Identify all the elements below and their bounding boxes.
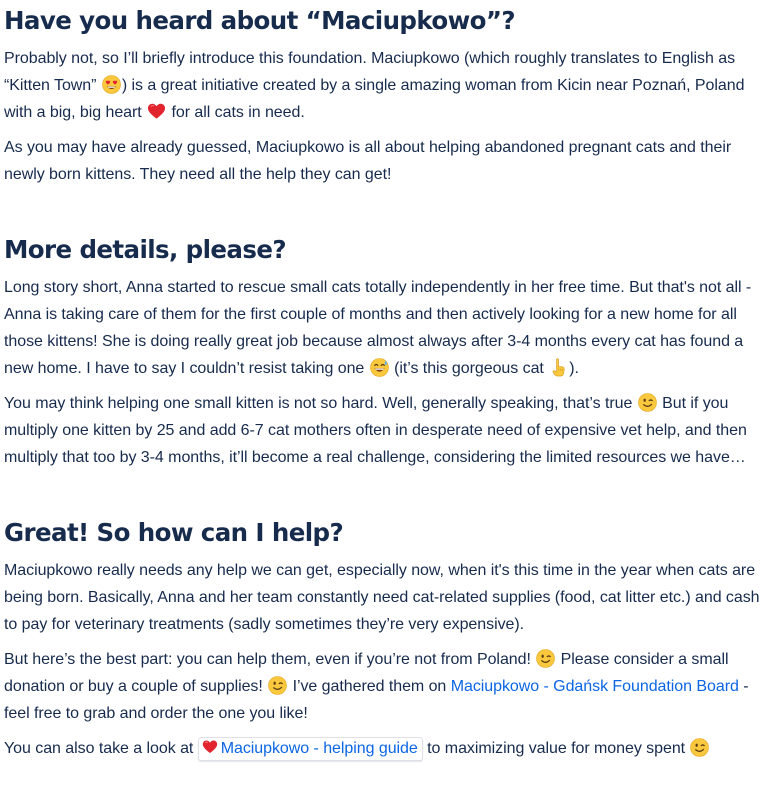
pointing-up-icon	[549, 358, 568, 377]
helping-guide-link-label: Maciupkowo - helping guide	[220, 740, 418, 757]
article	[0, 5, 769, 762]
paragraph-story: Long story short, Anna started to rescue small cats totally independently in her free time. But that's not all - Anna is taking care of them for the first couple of months and then actively looking for a new home for all those kittens! She is doing really great job because almost always after 3-4 months every cat has found a new home. I have to say I couldn’t resist taking one (it’s this gorgeous cat ).	[4, 279, 752, 377]
winking-face-icon	[638, 393, 657, 412]
winking-face-icon	[536, 649, 555, 668]
heart-eyes-icon	[102, 75, 121, 94]
paragraph-best-part: But here’s the best part: you can help them, even if you’re not from Poland! Please consider a small donation or buy a couple of supplies! I’ve gathered them on Maciupkowo - Gdańsk Foundation Board - feel free to grab and order the one you like!	[4, 651, 749, 722]
paragraph-needs: Maciupkowo really needs any help we can get, especially now, when it's this time in the year when cats are being born. Basically, Anna and her team constantly need cat-related supplies (food, cat litter etc.) and cash to pay for veterinary treatments (sadly sometimes they’re very expensive).	[4, 562, 760, 633]
helping-guide-link[interactable]	[198, 737, 423, 761]
grinning-sweat-icon	[370, 358, 389, 377]
paragraph-challenge: You may think helping one small kitten is not so hard. Well, generally speaking, that’s true But if you multiply one kitten by 25 and add 6-7 cat mothers often in desperate need of expensive vet help, and then multiply that too by 3-4 months, it’ll become a real challenge, considering the limited resources we have…	[4, 395, 747, 466]
red-heart-icon	[202, 739, 218, 755]
heading-maciupkowo: Have you heard about “Maciupkowo”?	[4, 6, 516, 35]
paragraph-purpose: As you may have already guessed, Maciupkowo is all about helping abandoned pregnant cats and their newly born kittens. They need all the help they can get!	[4, 139, 732, 183]
red-heart-icon	[147, 102, 166, 121]
heading-more-details: More details, please?	[4, 235, 286, 264]
paragraph-guide: You can also take a look at Maciupkowo - helping guide to maximizing value for money spent	[4, 735, 765, 762]
foundation-board-link[interactable]: Maciupkowo - Gdańsk Foundation Board	[450, 678, 739, 695]
paragraph-intro: Probably not, so I’ll briefly introduce this foundation. Maciupkowo (which roughly translates to English as “Kitten Town” ) is a great initiative created by a single amazing woman from Kicin near Poznań, Poland with a big, big heart for all cats in need.	[4, 50, 745, 121]
heading-how-help: Great! So how can I help?	[4, 518, 344, 547]
winking-face-icon	[690, 738, 709, 757]
winking-face-icon	[268, 676, 287, 695]
